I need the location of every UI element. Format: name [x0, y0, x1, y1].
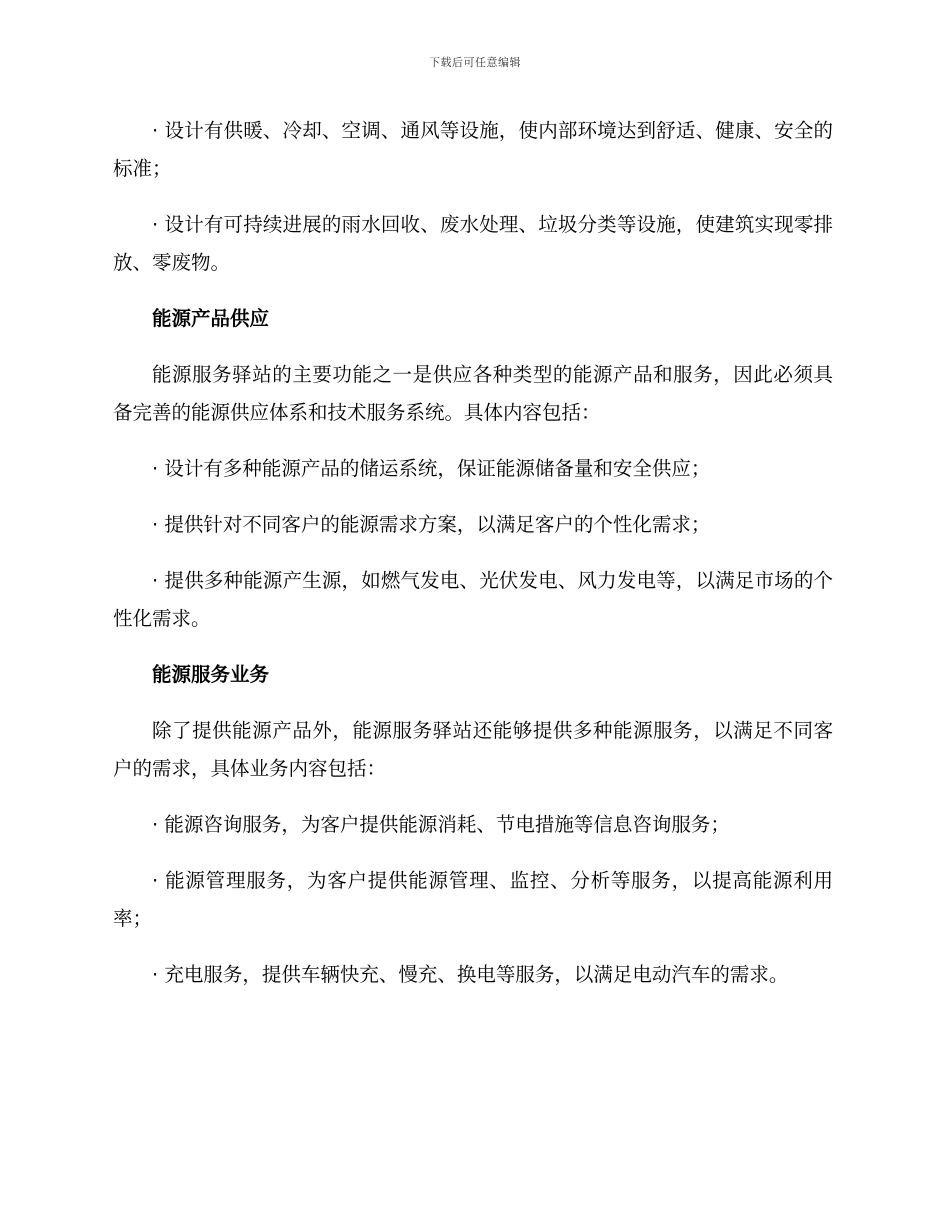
bullet-item: · 提供针对不同客户的能源需求方案，以满足客户的个性化需求；	[152, 513, 711, 536]
section-heading: 能源服务业务	[152, 663, 270, 686]
bullet-item: · 设计有多种能源产品的储运系统，保证能源储备量和安全供应；	[152, 457, 711, 480]
bullet-item: · 充电服务，提供车辆快充、慢充、换电等服务，以满足电动汽车的需求。	[152, 963, 789, 986]
document-body	[113, 112, 833, 1012]
bullet-item: · 设计有可持续进展的雨水回收、废水处理、垃圾分类等设施，使建筑实现零排放、零废物。	[113, 213, 833, 274]
bullet-item: · 能源管理服务，为客户提供能源管理、监控、分析等服务，以提高能源利用率；	[113, 869, 833, 930]
body-paragraph: 能源服务驿站的主要功能之一是供应各种类型的能源产品和服务，因此必须具备完善的能源供应体系和技术服务系统。具体内容包括：	[113, 363, 833, 424]
section-heading: 能源产品供应	[152, 307, 270, 330]
bullet-item: · 设计有供暖、冷却、空调、通风等设施，使内部环境达到舒适、健康、安全的标准；	[113, 119, 833, 180]
body-paragraph: 除了提供能源产品外，能源服务驿站还能够提供多种能源服务，以满足不同客户的需求，具体业务内容包括：	[113, 719, 833, 780]
bullet-item: · 提供多种能源产生源，如燃气发电、光伏发电、风力发电等，以满足市场的个性化需求。	[113, 569, 833, 630]
page-header: 下载后可任意编辑	[429, 56, 521, 69]
bullet-item: · 能源咨询服务，为客户提供能源消耗、节电措施等信息咨询服务；	[152, 813, 730, 836]
